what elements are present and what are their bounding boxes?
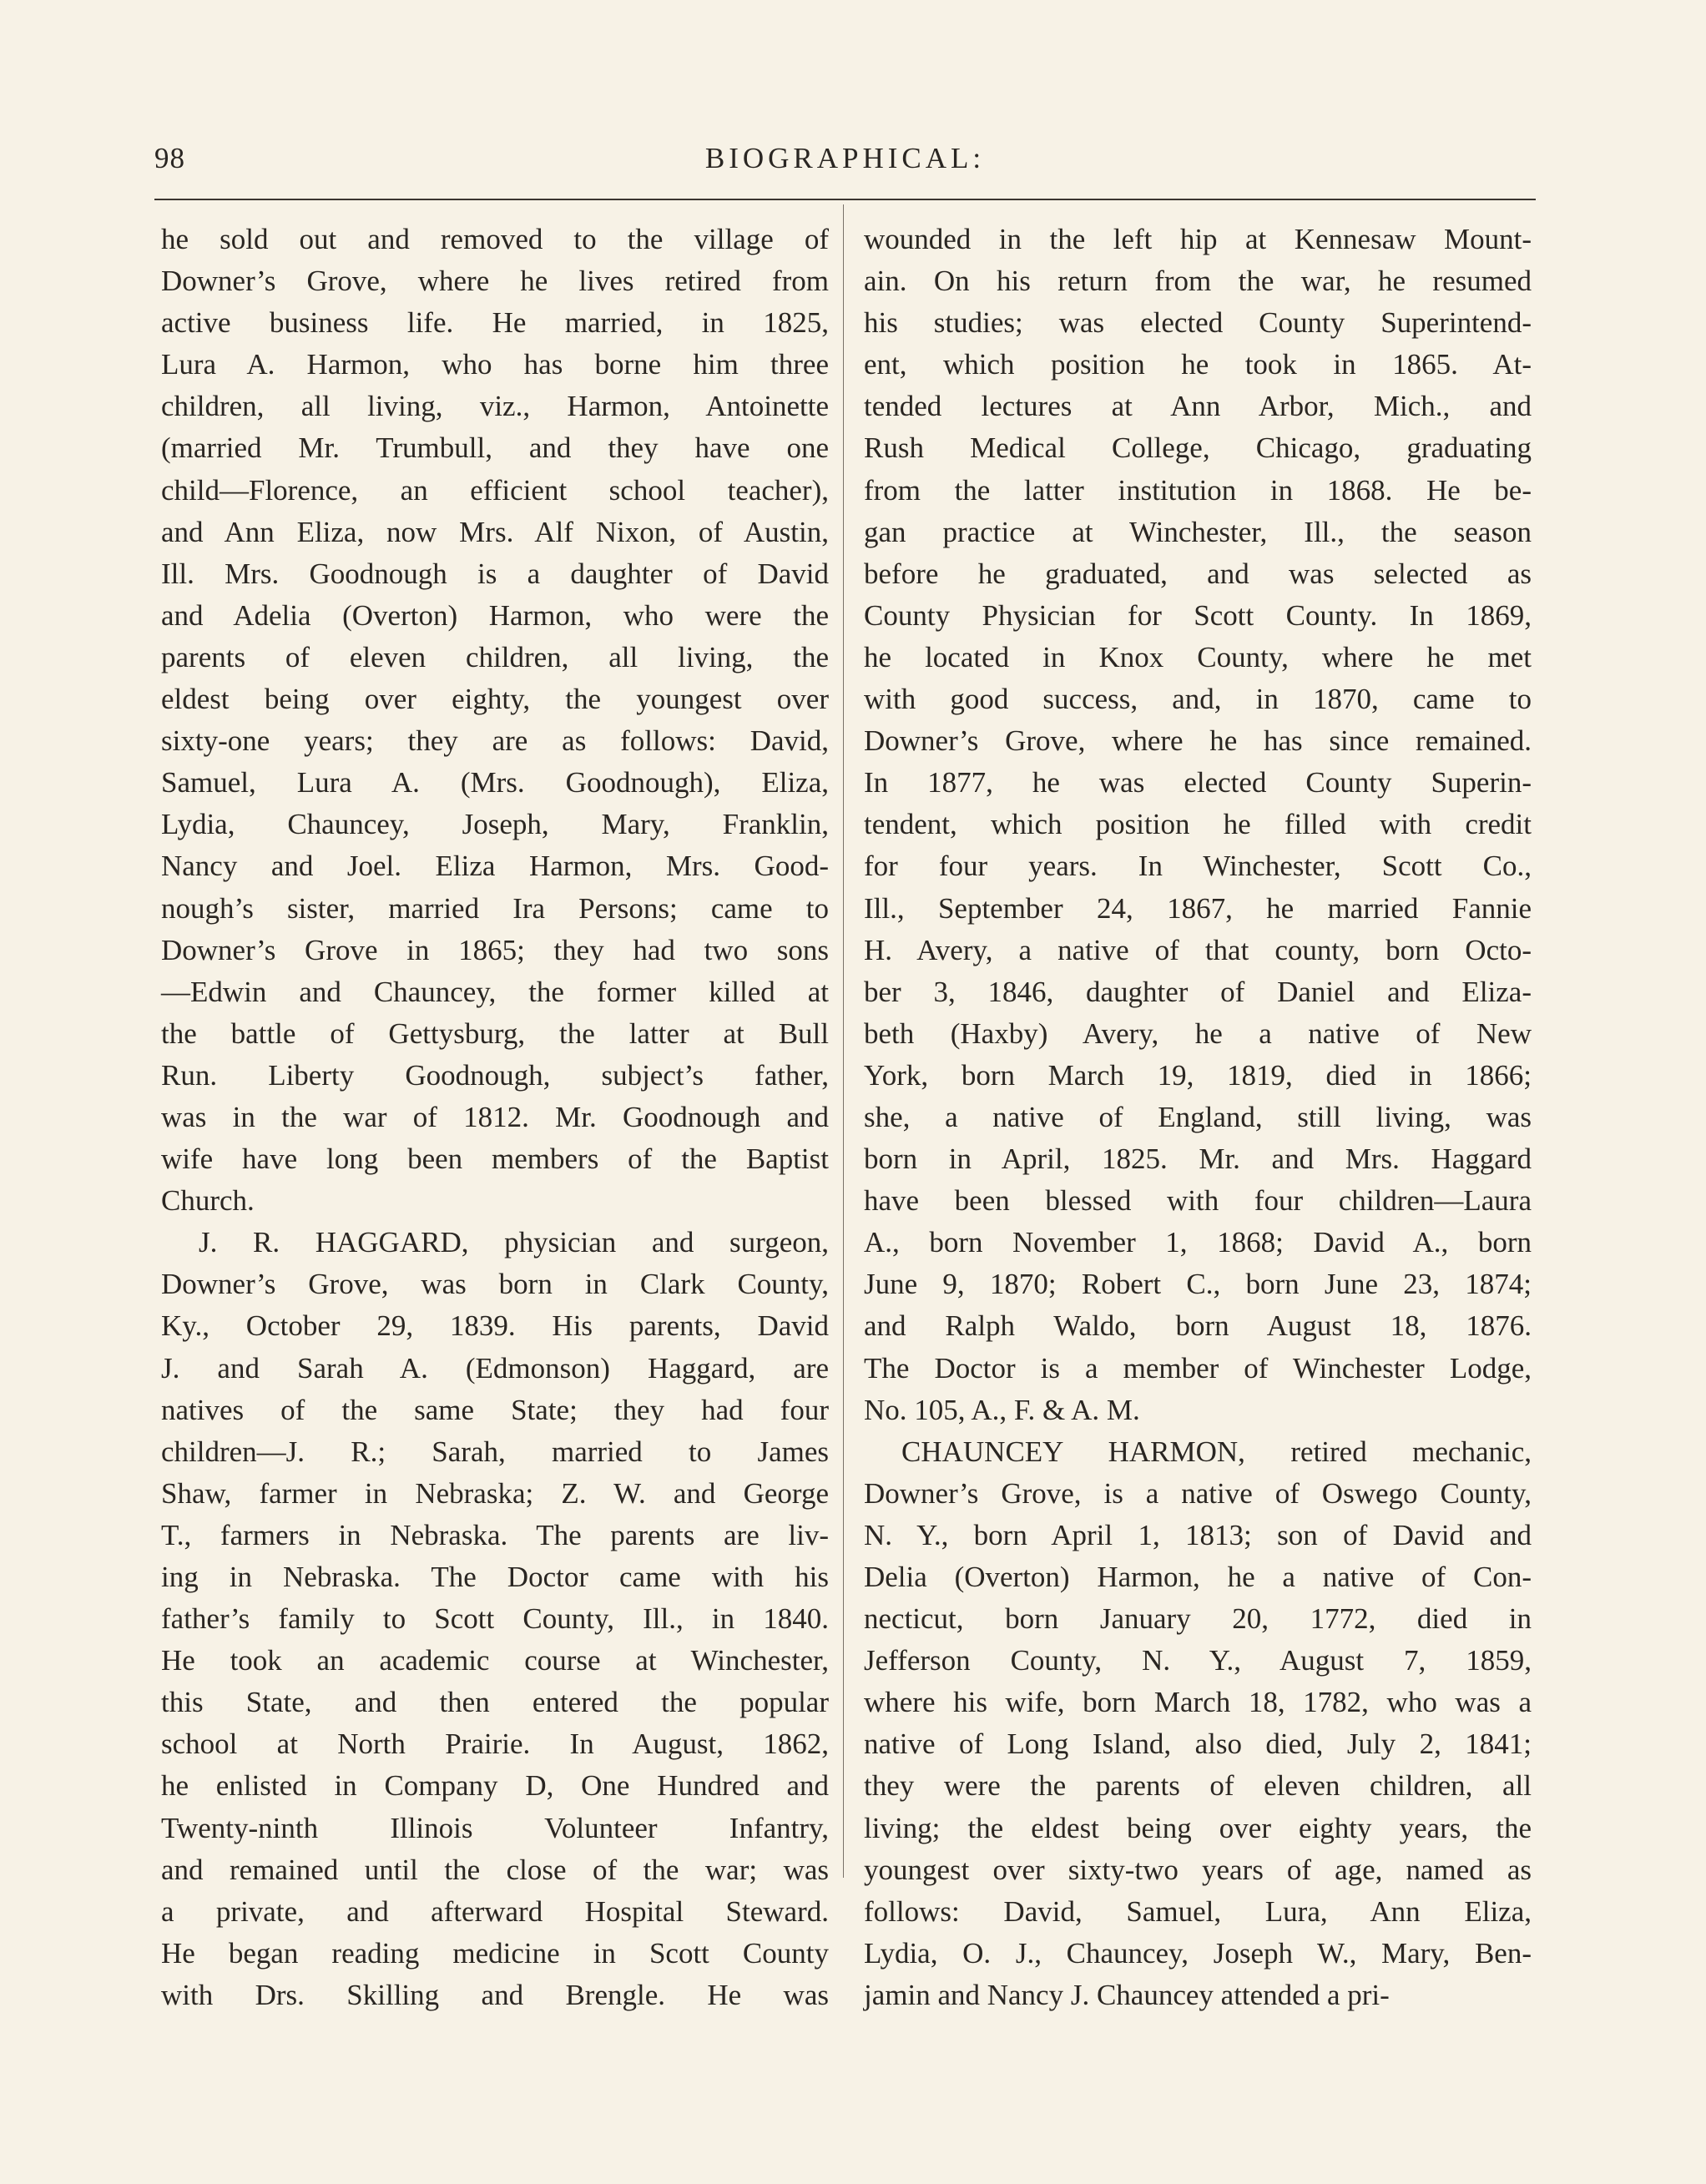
- text-line: parents of eleven children, all living, the: [161, 640, 829, 673]
- text-line: No. 105, A., F. & A. M.: [864, 1393, 1140, 1426]
- running-head: BIOGRAPHICAL:: [704, 142, 986, 174]
- text-line: In 1877, he was elected County Superin-: [864, 766, 1532, 799]
- text-line: his studies; was elected County Superintend-: [864, 306, 1532, 340]
- text-line: wounded in the left hip at Kennesaw Mount-: [864, 223, 1532, 255]
- text-line: have been blessed with four children—Laura: [864, 1184, 1532, 1218]
- text-line: natives of the same State; they had four: [161, 1393, 829, 1426]
- text-line: He began reading medicine in Scott County: [161, 1936, 829, 1970]
- text-line: Shaw, farmer in Nebraska; Z. W. and George: [161, 1476, 829, 1510]
- text-line: and Ralph Waldo, born August 18, 1876.: [864, 1309, 1532, 1343]
- text-line: J. and Sarah A. (Edmonson) Haggard, are: [161, 1351, 829, 1385]
- text-line: T., farmers in Nebraska. The parents are liv-: [161, 1518, 829, 1551]
- text-line: a private, and afterward Hospital Steward.: [161, 1894, 829, 1928]
- text-line: youngest over sixty-two years of age, named as: [864, 1853, 1532, 1886]
- page-number: 98: [154, 142, 185, 174]
- right-column: [864, 219, 1532, 2016]
- text-line: Ky., October 29, 1839. His parents, David: [161, 1309, 829, 1343]
- text-line: N. Y., born April 1, 1813; son of David and: [864, 1518, 1532, 1551]
- text-line: with good success, and, in 1870, came to: [864, 683, 1532, 716]
- text-line: Downer’s Grove, where he has since remained.: [864, 724, 1532, 758]
- text-line: sixty-one years; they are as follows: David,: [161, 724, 829, 758]
- text-line: she, a native of England, still living, was: [864, 1100, 1532, 1133]
- text-line: this State, and then entered the popular: [161, 1686, 829, 1719]
- text-line: June 9, 1870; Robert C., born June 23, 1874;: [864, 1268, 1532, 1301]
- text-line: Jefferson County, N. Y., August 7, 1859,: [864, 1644, 1532, 1677]
- text-line: and Adelia (Overton) Harmon, who were the: [161, 598, 829, 632]
- page-header: [154, 142, 1536, 192]
- text-line: ain. On his return from the war, he resumed: [864, 265, 1532, 298]
- text-line: Run. Liberty Goodnough, subject’s father,: [161, 1058, 829, 1092]
- text-line: County Physician for Scott County. In 1869,: [864, 598, 1532, 632]
- text-line: ber 3, 1846, daughter of Daniel and Eliza-: [864, 975, 1532, 1008]
- text-line: Ill. Mrs. Goodnough is a daughter of David: [161, 557, 829, 590]
- text-line: He took an academic course at Winchester,: [161, 1644, 829, 1677]
- text-line: (married Mr. Trumbull, and they have one: [161, 431, 829, 465]
- text-line: born in April, 1825. Mr. and Mrs. Haggard: [864, 1142, 1532, 1176]
- text-line: CHAUNCEY HARMON, retired mechanic,: [901, 1435, 1532, 1468]
- header-rule: [154, 199, 1536, 200]
- text-line: A., born November 1, 1868; David A., born: [864, 1226, 1532, 1259]
- text-line: nough’s sister, married Ira Persons; came to: [161, 891, 829, 925]
- text-line: ing in Nebraska. The Doctor came with his: [161, 1561, 829, 1593]
- text-line: eldest being over eighty, the youngest over: [161, 683, 829, 716]
- column-divider: [843, 204, 844, 1878]
- text-line: for four years. In Winchester, Scott Co.,: [864, 850, 1532, 883]
- text-line: they were the parents of eleven children, all: [864, 1769, 1532, 1803]
- left-column: [161, 219, 829, 2016]
- text-line: Downer’s Grove in 1865; they had two sons: [161, 933, 829, 966]
- text-line: Lydia, Chauncey, Joseph, Mary, Franklin,: [161, 808, 829, 841]
- text-line: native of Long Island, also died, July 2, 1841;: [864, 1728, 1532, 1761]
- text-line: Lura A. Harmon, who has borne him three: [161, 348, 829, 381]
- text-line: he sold out and removed to the village of: [161, 223, 829, 255]
- text-line: tended lectures at Ann Arbor, Mich., and: [864, 390, 1532, 423]
- text-line: father’s family to Scott County, Ill., in 1840.: [161, 1602, 829, 1636]
- text-line: ent, which position he took in 1865. At-: [864, 348, 1532, 381]
- text-line: he located in Knox County, where he met: [864, 640, 1532, 673]
- text-line: beth (Haxby) Avery, he a native of New: [864, 1016, 1532, 1050]
- text-line: and Ann Eliza, now Mrs. Alf Nixon, of Austin,: [161, 515, 829, 548]
- text-line: he enlisted in Company D, One Hundred and: [161, 1769, 829, 1803]
- text-line: wife have long been members of the Baptist: [161, 1142, 829, 1176]
- text-line: The Doctor is a member of Winchester Lodge,: [864, 1351, 1532, 1385]
- text-line: Delia (Overton) Harmon, he a native of Con-: [864, 1561, 1532, 1593]
- text-line: Lydia, O. J., Chauncey, Joseph W., Mary, Ben-: [864, 1936, 1532, 1970]
- text-line: necticut, born January 20, 1772, died in: [864, 1602, 1532, 1636]
- text-line: children—J. R.; Sarah, married to James: [161, 1435, 829, 1468]
- text-line: the battle of Gettysburg, the latter at Bull: [161, 1016, 829, 1050]
- text-line: Rush Medical College, Chicago, graduating: [864, 431, 1532, 465]
- text-line: tendent, which position he filled with credit: [864, 808, 1532, 841]
- text-line: follows: David, Samuel, Lura, Ann Eliza,: [864, 1894, 1532, 1928]
- text-line: gan practice at Winchester, Ill., the season: [864, 515, 1532, 548]
- text-line: before he graduated, and was selected as: [864, 557, 1532, 590]
- text-line: Church.: [161, 1184, 255, 1218]
- text-line: from the latter institution in 1868. He be-: [864, 473, 1532, 507]
- text-line: —Edwin and Chauncey, the former killed at: [161, 975, 829, 1008]
- text-line: York, born March 19, 1819, died in 1866;: [864, 1058, 1532, 1092]
- text-line: children, all living, viz., Harmon, Antoinette: [161, 390, 829, 423]
- text-line: Twenty-ninth Illinois Volunteer Infantry,: [161, 1811, 829, 1844]
- text-line: Nancy and Joel. Eliza Harmon, Mrs. Good-: [161, 850, 829, 883]
- text-line: jamin and Nancy J. Chauncey attended a pri-: [864, 1978, 1390, 2011]
- text-line: J. R. HAGGARD, physician and surgeon,: [199, 1226, 829, 1259]
- text-line: with Drs. Skilling and Brengle. He was: [161, 1978, 829, 2011]
- text-line: Samuel, Lura A. (Mrs. Goodnough), Eliza,: [161, 766, 829, 799]
- text-line: Downer’s Grove, was born in Clark County,: [161, 1268, 829, 1301]
- text-line: Downer’s Grove, is a native of Oswego County,: [864, 1476, 1532, 1510]
- text-line: living; the eldest being over eighty years, the: [864, 1811, 1532, 1844]
- text-line: Ill., September 24, 1867, he married Fannie: [864, 891, 1532, 925]
- text-line: H. Avery, a native of that county, born Octo-: [864, 933, 1532, 966]
- text-line: was in the war of 1812. Mr. Goodnough and: [161, 1100, 829, 1133]
- text-line: active business life. He married, in 1825,: [161, 306, 829, 340]
- text-line: school at North Prairie. In August, 1862,: [161, 1728, 829, 1761]
- text-line: child—Florence, an efficient school teacher),: [161, 473, 829, 507]
- text-line: Downer’s Grove, where he lives retired from: [161, 265, 829, 298]
- text-line: where his wife, born March 18, 1782, who was a: [864, 1686, 1532, 1719]
- text-line: and remained until the close of the war; was: [161, 1853, 829, 1886]
